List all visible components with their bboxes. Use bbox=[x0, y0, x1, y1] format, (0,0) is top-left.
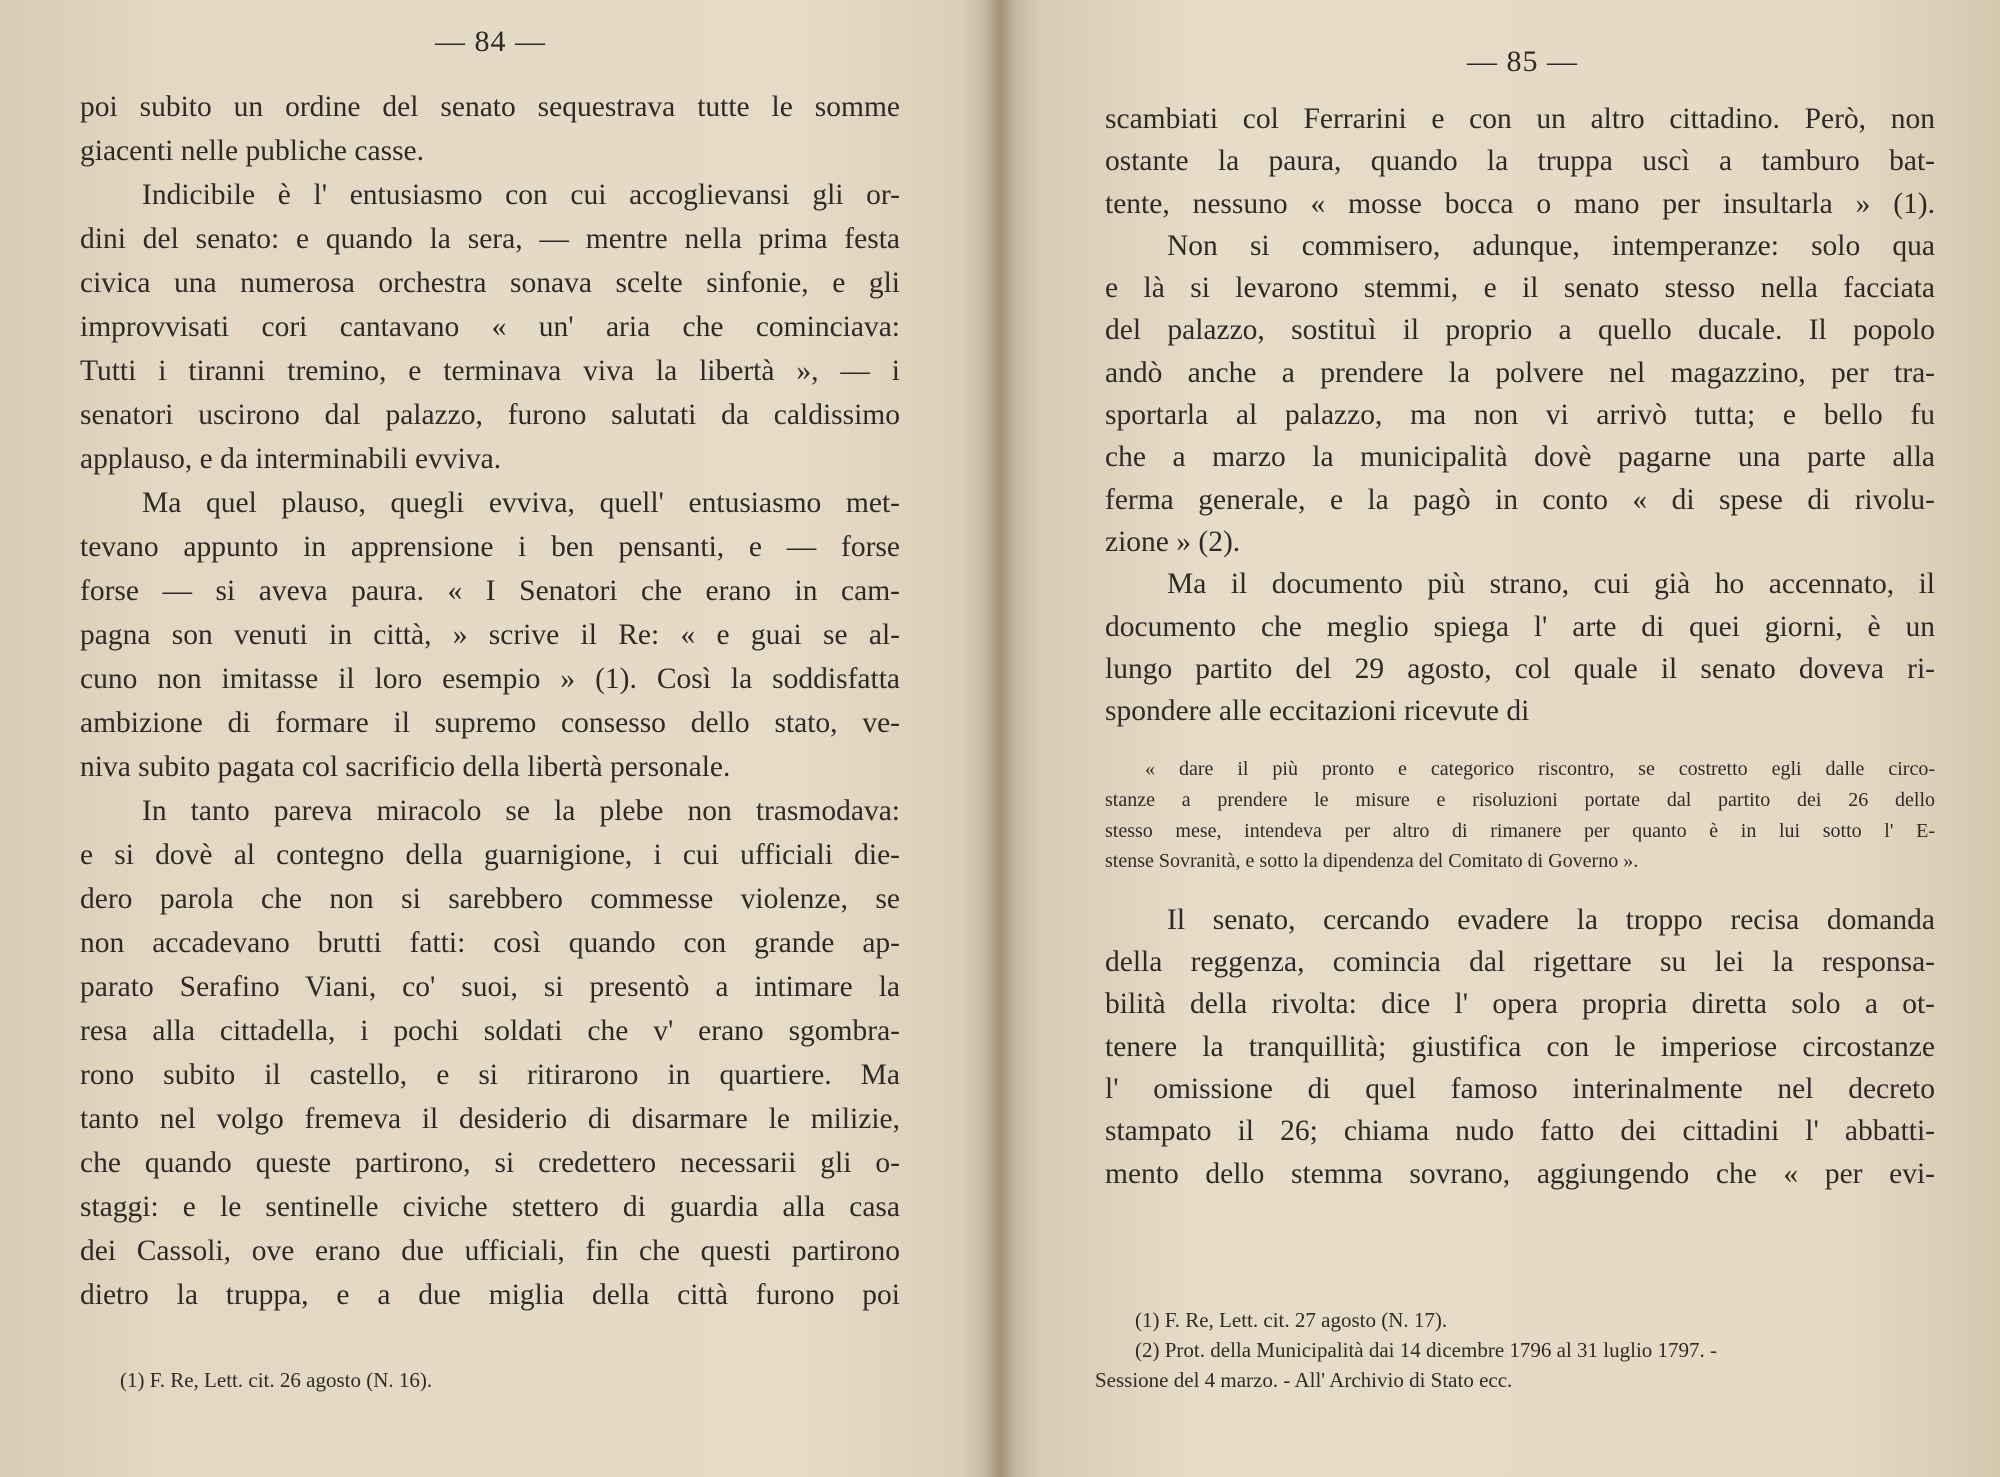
footnotes bbox=[120, 1365, 820, 1395]
right-page bbox=[1005, 0, 2000, 1477]
text-line: dietro la truppa, e a due miglia della città furono poi bbox=[80, 1279, 900, 1311]
text-line: sportarla al palazzo, ma non vi arrivò tutta; e bello fu bbox=[1105, 399, 1935, 432]
text-line: Ma quel plauso, quegli evviva, quell' entusiasmo met- bbox=[142, 487, 900, 519]
left-page bbox=[0, 0, 995, 1477]
text-line: dini del senato: e quando la sera, — mentre nella prima festa bbox=[80, 223, 900, 255]
text-line: della reggenza, comincia dal rigettare su lei la responsa- bbox=[1105, 946, 1935, 979]
text-line: spondere alle eccitazioni ricevute di bbox=[1105, 695, 1530, 728]
text-line: senatori uscirono dal palazzo, furono salutati da caldissimo bbox=[80, 399, 900, 431]
text-line: applauso, e da interminabili evviva. bbox=[80, 443, 502, 475]
footnote: (1) F. Re, Lett. cit. 26 agosto (N. 16). bbox=[120, 1368, 433, 1392]
text-line: ferma generale, e la pagò in conto « di spese di rivolu- bbox=[1105, 483, 1935, 516]
page-body bbox=[80, 85, 900, 1317]
footnotes bbox=[1095, 1305, 1925, 1395]
page-body bbox=[1105, 98, 1935, 1195]
text-line: non accadevano brutti fatti: così quando con grande ap- bbox=[80, 927, 900, 959]
text-line: tenere la tranquillità; giustifica con le imperiose circostanze bbox=[1105, 1030, 1935, 1063]
text-line: poi subito un ordine del senato sequestrava tutte le somme bbox=[80, 91, 900, 123]
page-number: — 85 — bbox=[1467, 45, 1578, 78]
text-line: Il senato, cercando evadere la troppo recisa domanda bbox=[1167, 903, 1935, 936]
text-line: stampato il 26; chiama nudo fatto dei cittadini l' abbatti- bbox=[1105, 1115, 1935, 1148]
text-line: parato Serafino Viani, co' suoi, si presentò a intimare la bbox=[80, 971, 900, 1003]
text-line: rono subito il castello, e si ritirarono in quartiere. Ma bbox=[80, 1059, 900, 1091]
text-line: tanto nel volgo fremeva il desiderio di disarmare le milizie, bbox=[80, 1103, 900, 1135]
spacer bbox=[1105, 877, 1935, 899]
text-line: zione » (2). bbox=[1105, 525, 1241, 558]
text-line: e là si levarono stemmi, e il senato stesso nella facciata bbox=[1105, 272, 1935, 305]
text-line: dei Cassoli, ove erano due ufficiali, fin che questi partirono bbox=[80, 1235, 900, 1267]
text-line: Ma il documento più strano, cui già ho accennato, il bbox=[1167, 568, 1935, 601]
text-line: che quando queste partirono, si credettero necessarii gli o- bbox=[80, 1147, 900, 1179]
text-line: l' omissione di quel famoso interinalmente nel decreto bbox=[1105, 1073, 1935, 1106]
quote-line: stesso mese, intendeva per altro di rimanere per quanto è in lui sotto l' E- bbox=[1105, 819, 1935, 842]
text-line: lungo partito del 29 agosto, col quale il senato doveva ri- bbox=[1105, 652, 1935, 685]
text-line: niva subito pagata col sacrificio della libertà personale. bbox=[80, 751, 731, 783]
text-line: tente, nessuno « mosse bocca o mano per insultarla » (1). bbox=[1105, 187, 1935, 220]
text-line: In tanto pareva miracolo se la plebe non trasmodava: bbox=[142, 795, 900, 827]
text-line: dero parola che non si sarebbero commesse violenze, se bbox=[80, 883, 900, 915]
spacer bbox=[1105, 732, 1935, 754]
text-line: staggi: e le sentinelle civiche stettero di guardia alla casa bbox=[80, 1191, 900, 1223]
text-line: Non si commisero, adunque, intemperanze: solo qua bbox=[1167, 229, 1935, 262]
text-line: scambiati col Ferrarini e con un altro cittadino. Però, non bbox=[1105, 103, 1935, 135]
text-line: ambizione di formare il supremo consesso dello stato, ve- bbox=[80, 707, 900, 739]
text-line: cuno non imitasse il loro esempio » (1). Così la soddisfatta bbox=[80, 663, 900, 695]
text-line: bilità della rivolta: dice l' opera propria diretta solo a ot- bbox=[1105, 988, 1935, 1021]
text-line: giacenti nelle publiche casse. bbox=[80, 135, 425, 167]
page-number: — 84 — bbox=[435, 25, 546, 58]
text-line: civica una numerosa orchestra sonava scelte sinfonie, e gli bbox=[80, 267, 900, 299]
text-line: Indicibile è l' entusiasmo con cui accoglievansi gli or- bbox=[142, 179, 900, 211]
footnote: Sessione del 4 marzo. - All' Archivio di Stato ecc. bbox=[1095, 1368, 1513, 1392]
text-line: che a marzo la municipalità dovè pagarne una parte alla bbox=[1105, 441, 1935, 474]
footnote: (2) Prot. della Municipalità dai 14 dicembre 1796 al 31 luglio 1797. - bbox=[1135, 1338, 1718, 1362]
quote-line: « dare il più pronto e categorico riscontro, se costretto egli dalle circo- bbox=[1145, 758, 1935, 781]
text-line: ostante la paura, quando la truppa uscì a tamburo bat- bbox=[1105, 145, 1935, 178]
text-line: improvvisati cori cantavano « un' aria che cominciava: bbox=[80, 311, 900, 343]
text-line: resa alla cittadella, i pochi soldati che v' erano sgombra- bbox=[80, 1015, 900, 1047]
text-line: mento dello stemma sovrano, aggiungendo che « per evi- bbox=[1105, 1157, 1935, 1190]
quote-line: stense Sovranità, e sotto la dipendenza del Comitato di Governo ». bbox=[1105, 850, 1639, 873]
text-line: e si dovè al contegno della guarnigione, i cui ufficiali die- bbox=[80, 839, 900, 871]
text-line: andò anche a prendere la polvere nel magazzino, per tra- bbox=[1105, 356, 1935, 389]
text-line: documento che meglio spiega l' arte di quei giorni, è un bbox=[1105, 610, 1935, 643]
text-line: del palazzo, sostituì il proprio a quello ducale. Il popolo bbox=[1105, 314, 1935, 347]
text-line: tevano appunto in apprensione i ben pensanti, e — forse bbox=[80, 531, 900, 563]
text-line: Tutti i tiranni tremino, e terminava viva la libertà », — i bbox=[80, 355, 900, 387]
text-line: pagna son venuti in città, » scrive il Re: « e guai se al- bbox=[80, 619, 900, 651]
quote-line: stanze a prendere le misure e risoluzioni portate dal partito dei 26 dello bbox=[1105, 789, 1935, 812]
text-line: forse — si aveva paura. « I Senatori che erano in cam- bbox=[80, 575, 900, 607]
footnote: (1) F. Re, Lett. cit. 27 agosto (N. 17). bbox=[1135, 1308, 1448, 1332]
